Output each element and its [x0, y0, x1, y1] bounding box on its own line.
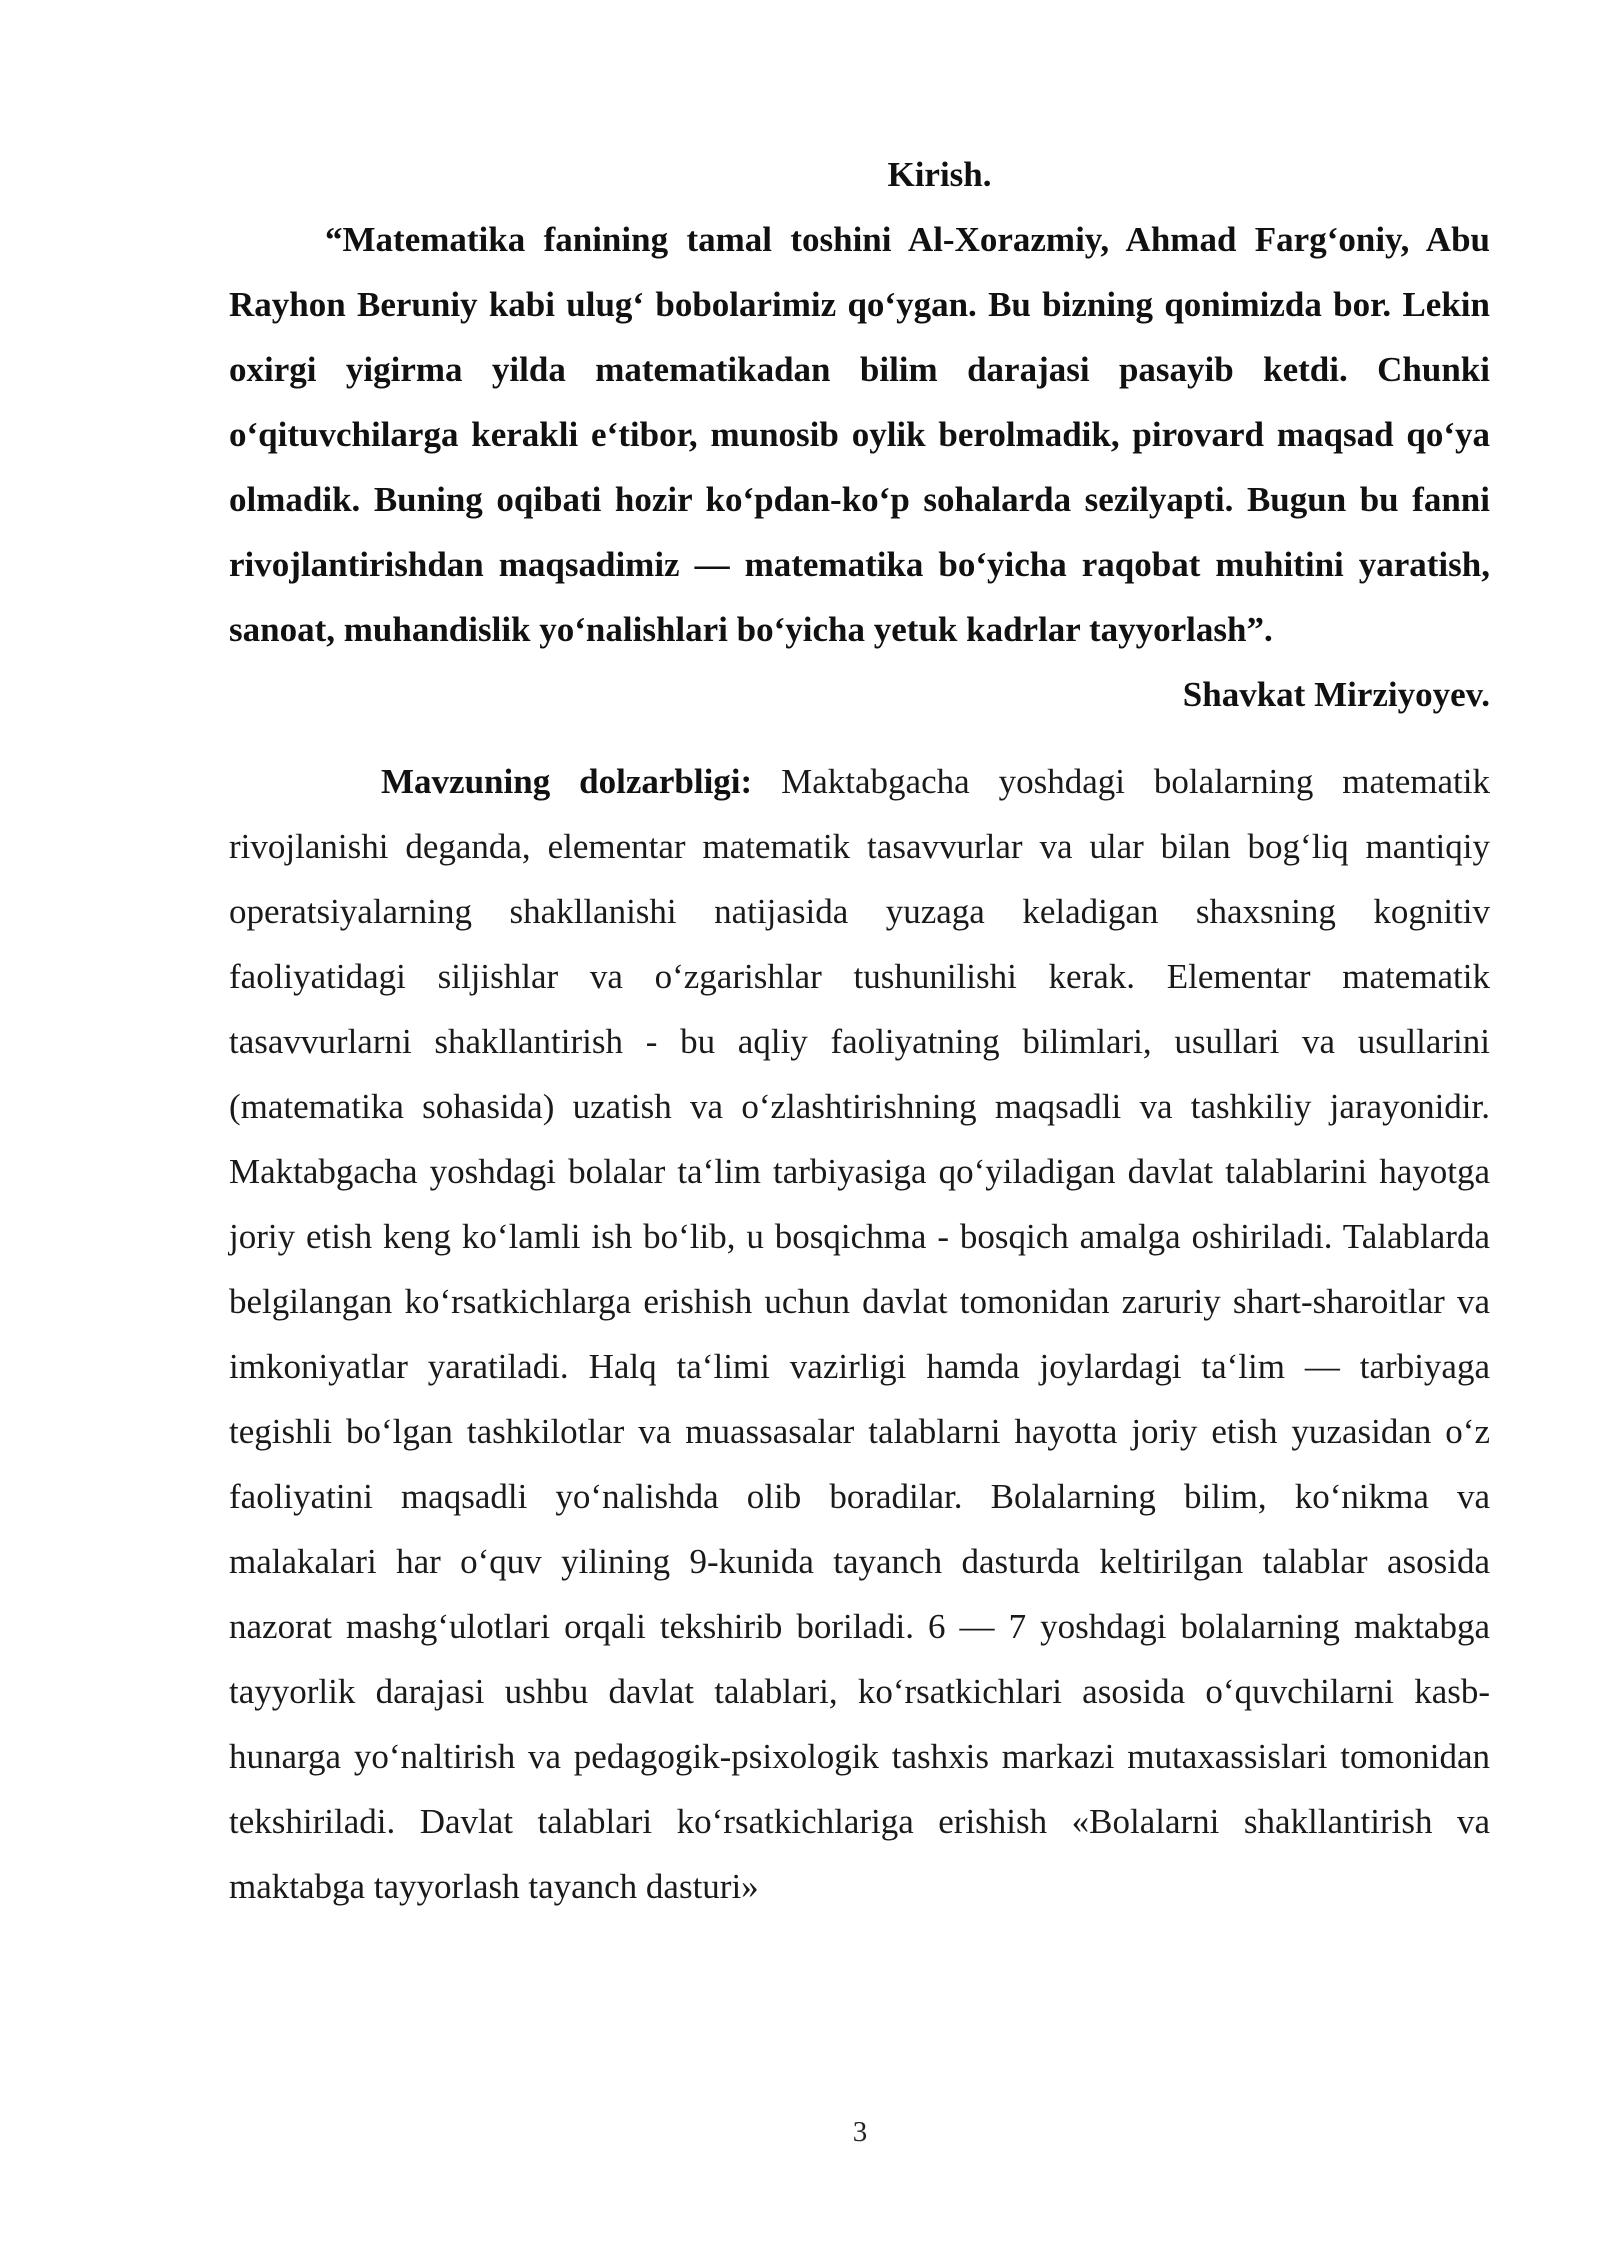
page-number: 3 — [852, 2116, 868, 2148]
quote-author: Shavkat Mirziyoyev. — [1182, 675, 1490, 714]
body-paragraph — [229, 749, 1490, 1919]
section-heading: Kirish. — [887, 155, 992, 194]
epigraph-quote: “Matematika fanining tamal toshini Al-Xorazmiy, Ahmad Farg‘oniy, Abu Rayhon Beruniy kabi ulug‘ bobolarimiz qo‘ygan. Bu bizning qonimizda bor. Lekin oxirgi yigirma yilda matematikadan bilim darajasi pasayib ketdi. Chunki o‘qituvchilarga kerakli e‘tibor, munosib oylik berolmadik, pirovard maqsad qo‘ya olmadik. Buning oqibati hozir ko‘pdan-ko‘p sohalarda sezilyapti. Bugun bu fanni rivojlantirishdan maqsadimiz — matematika bo‘yicha raqobat muhitini yaratish, sanoat, muhandislik yo‘nalishlari bo‘yicha yetuk kadrlar tayyorlash”. — [229, 220, 1490, 649]
paragraph-lead-term: Mavzuning dolzarbligi: — [381, 762, 753, 801]
page-content — [229, 142, 1490, 1919]
paragraph-text: Maktabgacha yoshdagi bolalarning matematik rivojlanishi deganda, elementar matematik tasavvurlar va ular bilan bog‘liq mantiqiy operatsiyalarning shakllanishi natijasida yuzaga keladigan shaxsning kognitiv faoliyatidagi siljishlar va o‘zgarishlar tushunilishi kerak. Elementar matematik tasavvurlarni shakllantirish - bu aqliy faoliyatning bilimlari, usullari va usullarini (matematika sohasida) uzatish va o‘zlashtirishning maqsadli va tashkiliy jarayonidir. Maktabgacha yoshdagi bolalar ta‘lim tarbiyasiga qo‘yiladigan davlat talablarini hayotga joriy etish keng ko‘lamli ish bo‘lib, u bosqichma - bosqich amalga oshiriladi. Talablarda belgilangan ko‘rsatkichlarga erishish uchun davlat tomonidan zaruriy shart-sharoitlar va imkoniyatlar yaratiladi. Halq ta‘limi vazirligi hamda joylardagi ta‘lim — tarbiyaga tegishli bo‘lgan tashkilotlar va muassasalar talablarni hayotta joriy etish yuzasidan o‘z faoliyatini maqsadli yo‘nalishda olib boradilar. Bolalarning bilim, ko‘nikma va malakalari har o‘quv yilining 9-kunida tayanch dasturda keltirilgan talablar asosida nazorat mashg‘ulotlari orqali tekshirib boriladi. 6 — 7 yoshdagi bolalarning maktabga tayyorlik darajasi ushbu davlat talablari, ko‘rsatkichlari asosida o‘quvchilarni kasb-hunarga yo‘naltirish va pedagogik-psixologik tashxis markazi mutaxassislari tomonidan tekshiriladi. Davlat talablari ko‘rsatkichlariga erishish «Bolalarni shakllantirish va maktabga tayyorlash tayanch dasturi» — [229, 762, 1490, 1906]
